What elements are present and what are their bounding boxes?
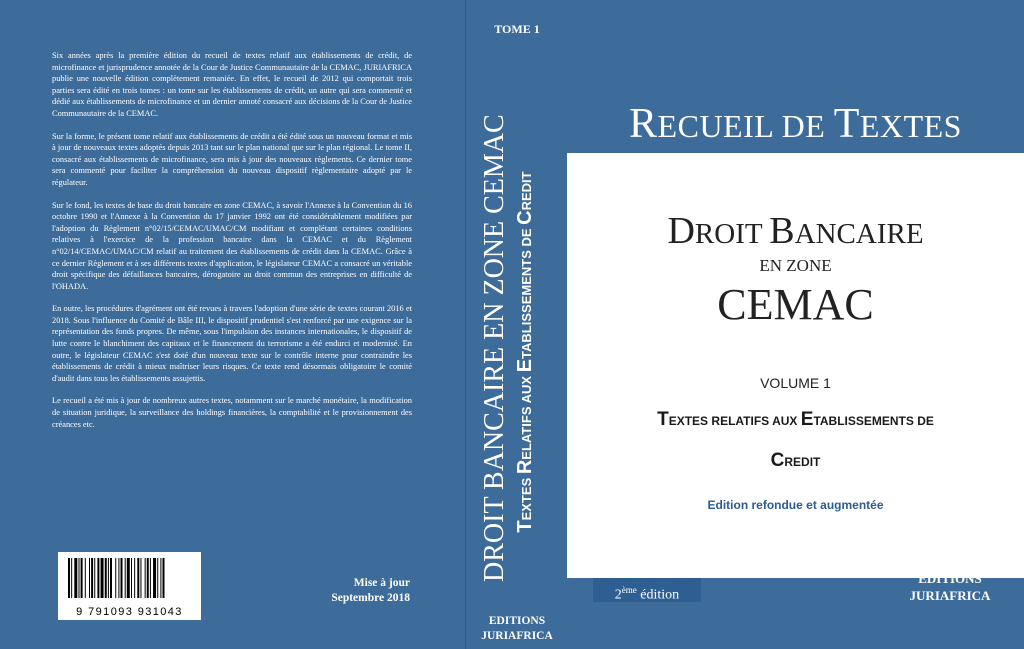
textes-initial-e: E	[800, 409, 814, 430]
droit-initial-d: D	[667, 210, 695, 252]
update-date	[290, 576, 410, 606]
front-textes-relatifs	[567, 400, 1024, 482]
spine-tome: TOME 1	[494, 22, 540, 36]
back-paragraph-3: Sur le fond, les textes de base du droit bancaire en zone CEMAC, à savoir l'Annexe à la Convention du 16 octobre 1990 et l'Annexe à la Convention du 17 janvier 1992 ont été considérablement modifiées par l'adoption du Règlement n°02/15/CEMAC/UMAC/CM modifiant et complétant certaines conditions relatives à l'exercice de la profession bancaire dans la CEMAC et du Règlement n°02/14/CEMAC/UMAC/CM relatif au traitement des établissements de crédit dans la CEMAC. Grâce à ce dernier Règlement et à ses différents textes d'application, le législateur CEMAC a consacré un véritable droit spécifique des défaillances bancaires, dérogatoire au droit commun des entreprises en difficulté de l'OHADA.	[52, 200, 412, 291]
spine	[465, 0, 568, 649]
edition-badge	[593, 578, 701, 602]
back-paragraph-5: Le recueil a été mis à jour de nombreux autres textes, notamment sur le marché monétaire, la modification de situation juridique, la surveillance des holdings financières, la comptabilité et le provisionnement des créances etc.	[52, 396, 412, 429]
front-cemac: CEMAC	[717, 280, 874, 329]
front-publisher-line-2: JURIAFRICA	[909, 588, 991, 603]
front-edition-refondue: Edition refondue et augmentée	[707, 498, 884, 512]
title-initial-t: T	[833, 101, 860, 147]
spine-sub-part: TABLISSEMENTS	[519, 246, 534, 359]
edition-superscript: ème	[621, 585, 637, 595]
back-paragraph-2: Sur la forme, le présent tome relatif aux établissements de crédit a été édité sous un nouveau format et mis à jour de nouveaux textes adoptés depuis 2013 tant sur le plan national que sur le plan régional. Le tome II, consacré aux établissements de microfinance, sera mis à jour des nouveaux règlements. Ce dernier tome sera commenté pour faciliter la compréhension du nouveau dispositif règlementaire adopté par le régulateur.	[52, 131, 412, 187]
spine-sub-part: REDIT	[519, 171, 534, 211]
front-main-title	[567, 100, 1024, 150]
barcode	[58, 552, 201, 620]
spine-sub-initial-c: C	[514, 210, 536, 225]
back-paragraph-1: Six années après la première édition du recueil de textes relatif aux établissements de crédit, de microfinance et jurisprudence annotée de la Cour de Justice Communautaire de la CEMAC, JURIAFRICA publie une nouvelle édition complètement remaniée. En effet, le recueil de 2012 qui comportait trois parties sera édité en trois tomes : un tome sur les établissements de crédit, un autre qui sera commenté et dédié aux établissements de microfinance et un dernier annoté consacré aux décisions de la Cour de Justice Communautaire de la CEMAC.	[52, 51, 412, 118]
update-line-1: Mise à jour	[353, 577, 410, 589]
spine-sub-part: ELATIFS AUX	[519, 372, 534, 460]
spine-publisher-line-1: EDITIONS	[488, 615, 546, 627]
credit-part: REDIT	[784, 455, 821, 469]
textes-part: TABLISSEMENTS	[813, 414, 918, 428]
spine-publisher	[466, 614, 568, 644]
spine-sub-initial-t: T	[514, 520, 536, 533]
textes-part: EXTES	[668, 414, 712, 428]
barcode-number: 9 791093 931043	[76, 606, 183, 618]
edition-word: édition	[636, 587, 680, 603]
front-volume: VOLUME 1	[760, 375, 831, 391]
title-part: ECUEIL DE	[657, 108, 834, 144]
title-initial-r: R	[629, 101, 658, 147]
back-cover-text	[52, 50, 412, 441]
spine-sub-part: EXTES	[519, 474, 534, 521]
front-publisher-line-1: EDITIONS	[918, 571, 982, 586]
front-droit-bancaire	[567, 210, 1024, 255]
credit-initial-c: C	[770, 450, 785, 471]
textes-line-2	[567, 441, 1024, 482]
droit-initial-b: B	[769, 210, 795, 252]
droit-part: ANCAIRE	[794, 218, 924, 250]
spine-sub-initial-r: R	[514, 459, 536, 475]
barcode-bars	[58, 552, 201, 604]
spine-title-block	[478, 114, 558, 582]
back-cover	[0, 0, 465, 649]
spine-subtitle	[512, 122, 540, 582]
front-en-zone: EN ZONE	[759, 256, 832, 275]
front-publisher	[880, 570, 1020, 604]
spine-sub-part: DE	[519, 224, 534, 247]
droit-part: ROIT	[694, 218, 770, 250]
spine-sub-initial-e: E	[514, 358, 536, 373]
spine-publisher-line-2: JURIAFRICA	[481, 630, 553, 642]
textes-initial-t: T	[657, 409, 669, 430]
spine-title: DROIT BANCAIRE EN ZONE CEMAC	[479, 114, 510, 582]
textes-line-1	[567, 400, 1024, 441]
edition-number: 2	[614, 587, 622, 603]
textes-part: RELATIFS AUX	[711, 414, 801, 428]
back-paragraph-4: En outre, les procédures d'agrément ont été revues à travers l'adoption d'une série de textes courant 2016 et 2018. Sous l'influence du Comité de Bâle III, le dispositif prudentiel s'est renforcé par une exigence sur la représentation des fonds propres. De même, sous l'impulsion des instances internationales, le dispositif de lutte contre le blanchiment des capitaux et le financement du terrorisme a été endurci et modernisé. En outre, le législateur CEMAC s'est doté d'un nouveau texte sur le contrôle interne pour contraindre les établissements de crédit à mieux maîtriser leurs risques. Ce texte rend désormais obligatoire le comité d'audit dans tous les établissements assujettis.	[52, 304, 412, 383]
update-line-2: Septembre 2018	[331, 592, 410, 604]
textes-part: DE	[917, 414, 934, 428]
title-part: EXTES	[859, 108, 962, 144]
